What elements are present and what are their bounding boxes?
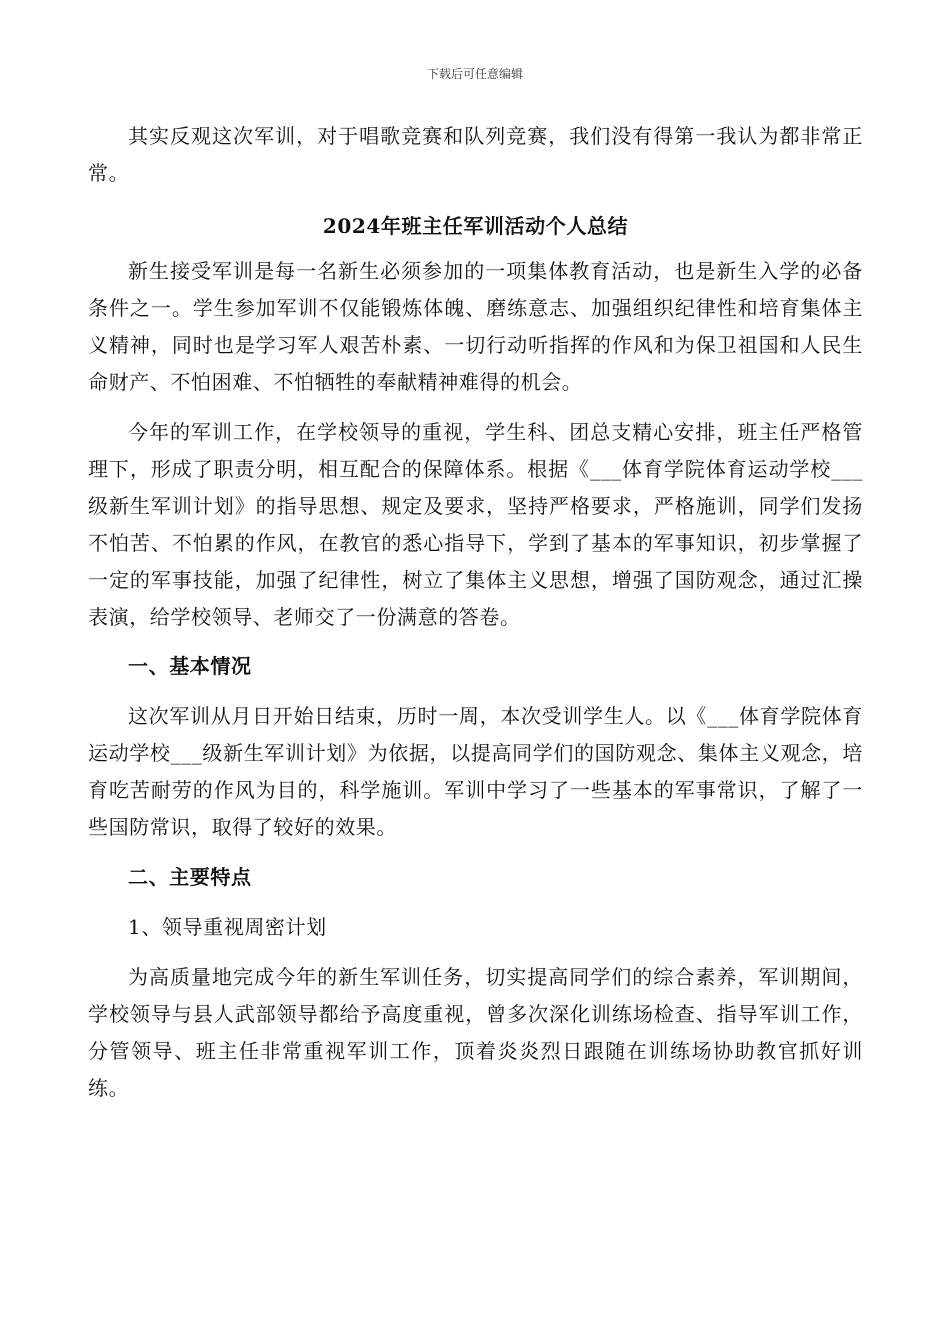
paragraph-3: 这次军训从月日开始日结束，历时一周，本次受训学生人。以《___体育学院体育运动学校___级新生军训计划》为依据，以提高同学们的国防观念、集体主义观念，培育吃苦耐劳的作风为目的，科学施训。军训中学习了一些基本的军事常识，了解了一些国防常识，取得了较好的效果。 <box>88 704 863 839</box>
paragraph-2: 今年的军训工作，在学校领导的重视，学生科、团总支精心安排，班主任严格管理下，形成了职责分明，相互配合的保障体系。根据《___体育学院体育运动学校___级新生军训计划》的指导思想、规定及要求，坚持严格要求，严格施训，同学们发扬不怕苦、不怕累的作风，在教官的悉心指导下，学到了基本的军事知识，初步掌握了一定的军事技能，加强了纪律性，树立了集体主义思想，增强了国防观念，通过汇操表演，给学校领导、老师交了一份满意的答卷。 <box>88 420 863 629</box>
page-header-note: 下载后可任意编辑 <box>426 67 523 81</box>
document-title: 2024年班主任军训活动个人总结 <box>322 214 629 238</box>
section-heading-1: 一、基本情况 <box>128 654 252 678</box>
paragraph-4: 为高质量地完成今年的新生军训任务，切实提高同学们的综合素养，军训期间，学校领导与县人武部领导都给予高度重视，曾多次深化训练场检查、指导军训工作，分管领导、班主任非常重视军训工作，顶着炎炎烈日跟随在训练场协助教官抓好训练。 <box>88 965 863 1100</box>
paragraph-1: 新生接受军训是每一名新生必须参加的一项集体教育活动，也是新生入学的必备条件之一。学生参加军训不仅能锻炼体魄、磨练意志、加强组织纪律性和培育集体主义精神，同时也是学习军人艰苦朴素、一切行动听指挥的作风和为保卫祖国和人民生命财产、不怕困难、不怕牺牲的奉献精神难得的机会。 <box>88 259 863 394</box>
subheading-1: 1、领导重视周密计划 <box>128 915 327 939</box>
document-body <box>88 118 863 1107</box>
section-heading-2: 二、主要特点 <box>128 865 252 889</box>
intro-paragraph: 其实反观这次军训，对于唱歌竞赛和队列竞赛，我们没有得第一我认为都非常正常。 <box>88 124 863 185</box>
